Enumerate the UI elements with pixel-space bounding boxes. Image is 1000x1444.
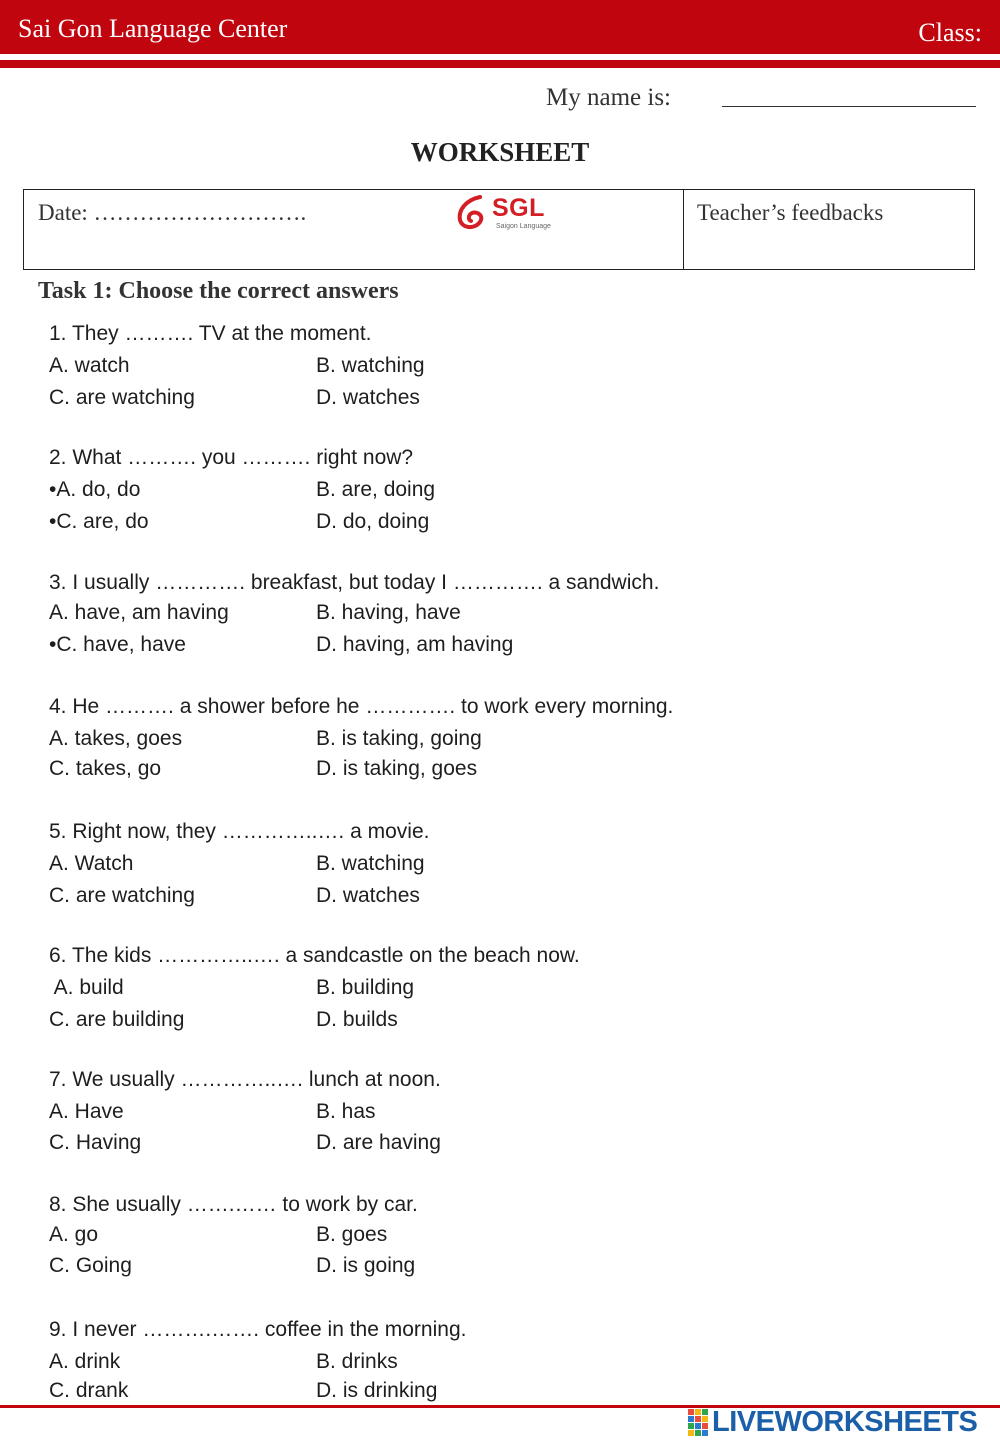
info-divider — [683, 190, 684, 269]
class-label: Class: — [918, 18, 982, 47]
answer-option[interactable]: D. are having — [316, 1131, 441, 1154]
answer-option[interactable]: C. Having — [49, 1131, 142, 1154]
answer-option[interactable]: •C. have, have — [49, 633, 186, 656]
answer-option[interactable]: C. drank — [49, 1379, 129, 1402]
answer-option[interactable]: D. having, am having — [316, 633, 514, 656]
answer-option[interactable]: A. go — [49, 1223, 99, 1246]
center-name: Sai Gon Language Center — [18, 14, 288, 43]
sgl-logo — [456, 194, 556, 232]
answer-option[interactable]: D. do, doing — [316, 510, 430, 533]
info-box — [23, 189, 975, 270]
answer-option[interactable]: C. takes, go — [49, 757, 162, 780]
page-title: WORKSHEET — [410, 137, 590, 167]
question-stem: 1. They ………. TV at the moment. — [49, 322, 372, 345]
answer-option[interactable]: C. are building — [49, 1008, 185, 1031]
date-label: Date: ………………………. — [38, 200, 307, 225]
answer-option[interactable]: A. have, am having — [49, 601, 229, 624]
liveworksheets-logo — [688, 1406, 988, 1440]
answer-option[interactable]: C. are watching — [49, 386, 195, 409]
task-title: Task 1: Choose the correct answers — [38, 278, 399, 304]
question-stem: 6. The kids …………..…. a sandcastle on the beach now. — [49, 944, 580, 967]
question-stem: 2. What ………. you ………. right now? — [49, 446, 414, 469]
answer-option[interactable]: D. is drinking — [316, 1379, 438, 1402]
sgl-swirl-icon — [456, 194, 490, 232]
answer-option[interactable]: A. Watch — [49, 852, 134, 875]
answer-option[interactable]: D. watches — [316, 386, 420, 409]
answer-option[interactable]: •A. do, do — [49, 478, 141, 501]
question-stem: 5. Right now, they …………..…. a movie. — [49, 820, 430, 843]
answer-option[interactable]: A. watch — [49, 354, 130, 377]
question-stem: 7. We usually …………..…. lunch at noon. — [49, 1068, 441, 1091]
name-label: My name is: — [546, 84, 671, 111]
name-field[interactable] — [722, 106, 976, 107]
answer-option[interactable]: •C. are, do — [49, 510, 149, 533]
answer-option[interactable]: B. watching — [316, 354, 425, 377]
answer-option[interactable]: D. watches — [316, 884, 420, 907]
question-stem: 3. I usually …………. breakfast, but today I …………. a sandwich. — [49, 571, 660, 594]
liveworksheets-text: LIVEWORKSHEETS — [712, 1406, 978, 1438]
question-stem: 9. I never ……….……. coffee in the morning. — [49, 1318, 467, 1341]
answer-option[interactable]: D. is going — [316, 1254, 416, 1277]
answer-option[interactable]: B. has — [316, 1100, 376, 1123]
answer-option[interactable]: D. is taking, goes — [316, 757, 478, 780]
answer-option[interactable]: B. watching — [316, 852, 425, 875]
logo-text: SGL — [492, 194, 545, 222]
answer-option[interactable]: C. Going — [49, 1254, 132, 1277]
answer-option[interactable]: B. drinks — [316, 1350, 398, 1373]
logo-subtext: Saigon Language — [496, 223, 551, 230]
answer-option[interactable]: A. build — [49, 976, 124, 999]
question-stem: 8. She usually …….…… to work by car. — [49, 1193, 418, 1216]
answer-option[interactable]: A. Have — [49, 1100, 124, 1123]
answer-option[interactable]: B. building — [316, 976, 415, 999]
answer-option[interactable]: A. takes, goes — [49, 727, 183, 750]
feedback-label: Teacher’s feedbacks — [697, 200, 884, 225]
answer-option[interactable]: A. drink — [49, 1350, 121, 1373]
question-stem: 4. He ………. a shower before he …………. to work every morning. — [49, 695, 674, 718]
answer-option[interactable]: C. are watching — [49, 884, 195, 907]
header-underline — [0, 60, 1000, 68]
answer-option[interactable]: B. goes — [316, 1223, 388, 1246]
answer-option[interactable]: B. are, doing — [316, 478, 436, 501]
answer-option[interactable]: B. having, have — [316, 601, 461, 624]
answer-option[interactable]: D. builds — [316, 1008, 398, 1031]
answer-option[interactable]: B. is taking, going — [316, 727, 482, 750]
liveworksheets-icon — [688, 1409, 710, 1437]
